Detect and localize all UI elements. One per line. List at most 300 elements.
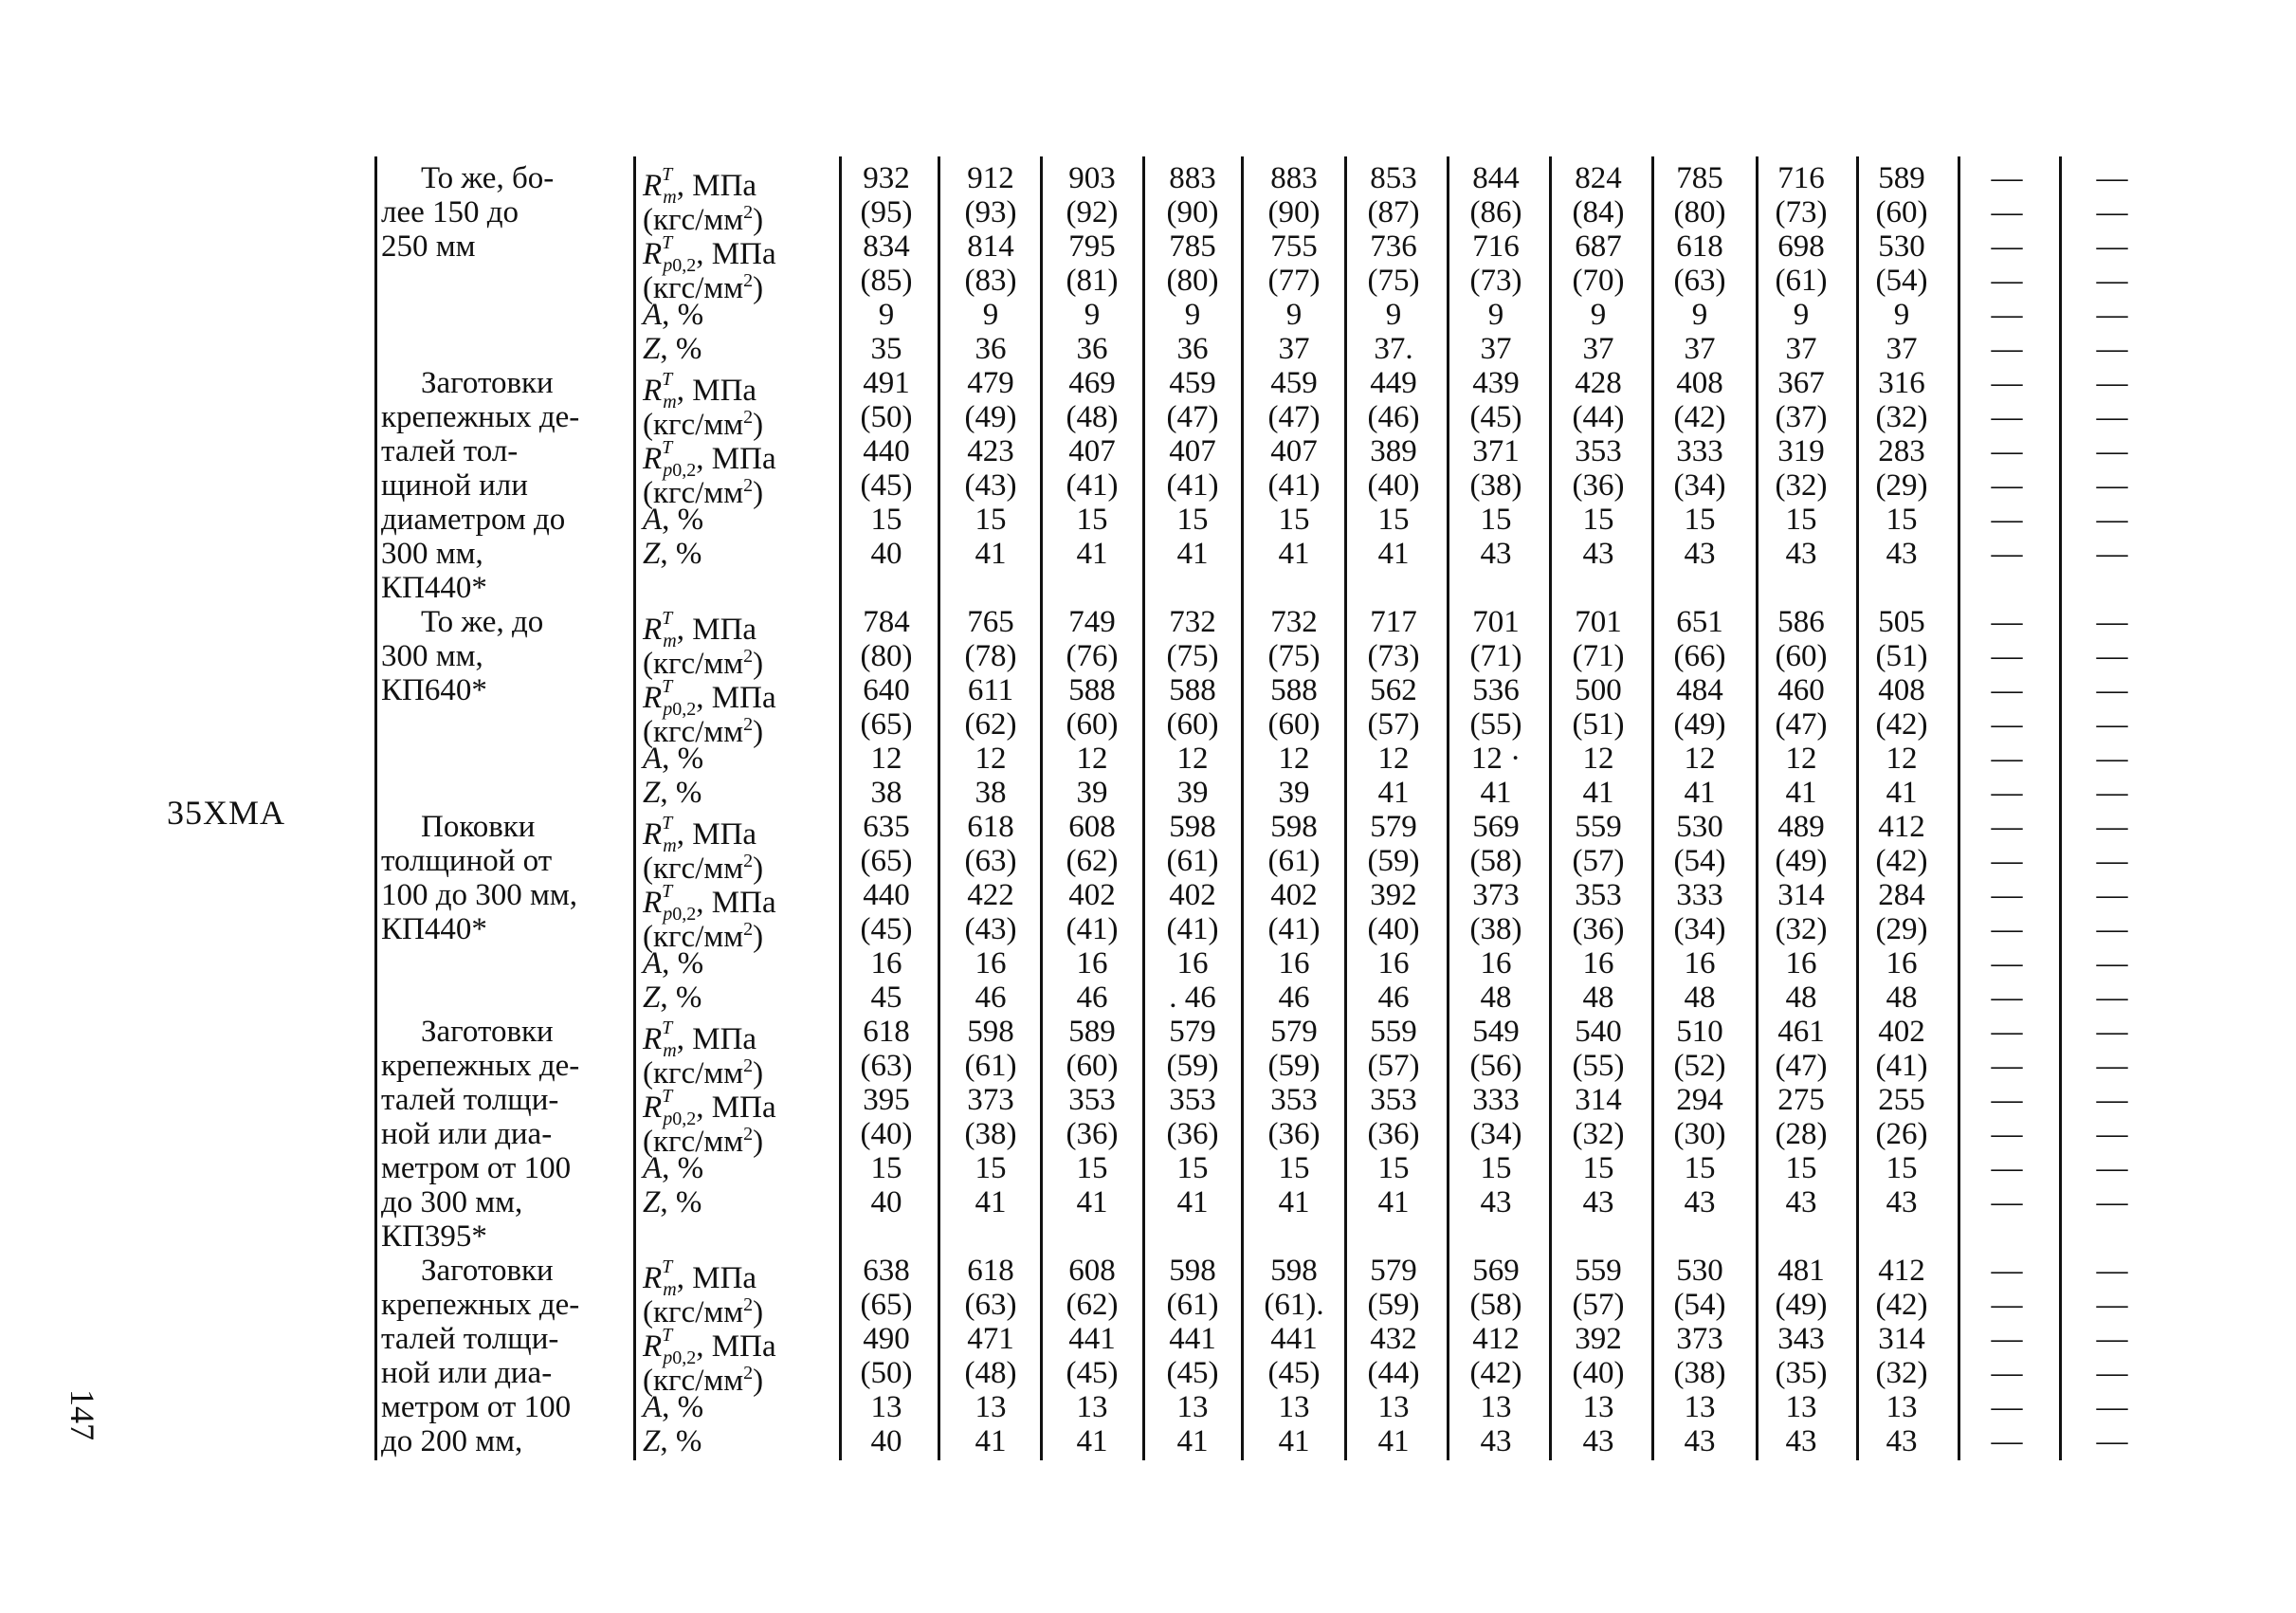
- table-cell: 440: [863, 434, 910, 468]
- empty-cell-dash: —: [2096, 1049, 2128, 1083]
- empty-cell-dash: —: [1991, 878, 2023, 912]
- table-cell: 785: [1676, 161, 1723, 195]
- empty-cell-dash: —: [1991, 639, 2023, 673]
- table-cell: (54): [1875, 264, 1928, 298]
- table-cell: (61): [964, 1049, 1017, 1083]
- table-cell: 853: [1370, 161, 1417, 195]
- table-cell: 716: [1777, 161, 1825, 195]
- table-cell: 15: [870, 1151, 902, 1185]
- table-cell: 48: [1582, 981, 1614, 1015]
- block-description: [381, 605, 620, 707]
- empty-cell-dash: —: [1991, 400, 2023, 434]
- empty-cell-dash: —: [1991, 1049, 2023, 1083]
- table-cell: 284: [1878, 878, 1925, 912]
- table-cell: (48): [964, 1356, 1017, 1390]
- description-line: крепежных де-: [381, 1288, 580, 1322]
- parameter-label: $(кгс/мм^2)$: [643, 475, 764, 510]
- table-cell: 12: [1684, 742, 1716, 776]
- description-line: КП395*: [381, 1219, 487, 1254]
- empty-cell-dash: —: [2096, 1356, 2128, 1390]
- empty-cell-dash: —: [2096, 1390, 2128, 1424]
- table-cell: (65): [860, 707, 913, 742]
- table-cell: 343: [1777, 1322, 1825, 1356]
- table-cell: (71): [1469, 639, 1522, 673]
- empty-cell-dash: —: [2096, 161, 2128, 195]
- table-cell: (51): [1875, 639, 1928, 673]
- parameter-label: $R^T_{p0,2}$, МПа: [643, 881, 776, 925]
- table-cell: 635: [863, 810, 910, 844]
- table-cell: 13: [1785, 1390, 1817, 1424]
- table-cell: 412: [1472, 1322, 1520, 1356]
- description-line: 300 мм,: [381, 537, 483, 571]
- empty-cell-dash: —: [1991, 1185, 2023, 1219]
- table-cell: 408: [1676, 366, 1723, 400]
- table-cell: 36: [975, 332, 1007, 366]
- table-cell: (62): [1066, 844, 1119, 878]
- table-cell: (60): [1267, 707, 1321, 742]
- table-cell: 41: [975, 1185, 1007, 1219]
- empty-cell-dash: —: [1991, 264, 2023, 298]
- table-cell: 588: [1068, 673, 1116, 707]
- table-cell: 37: [1886, 332, 1918, 366]
- table-cell: 353: [1068, 1083, 1116, 1117]
- description-line: ной или диа-: [381, 1117, 553, 1151]
- table-cell: 41: [1377, 1424, 1410, 1458]
- empty-cell-dash: —: [2096, 946, 2128, 981]
- table-cell: 43: [1886, 1185, 1918, 1219]
- parameter-label: $(кгс/мм^2)$: [643, 1294, 764, 1329]
- table-cell: 608: [1068, 1254, 1116, 1288]
- table-cell: (60): [1875, 195, 1928, 229]
- table-cell: (93): [964, 195, 1017, 229]
- table-cell: 12: [870, 742, 902, 776]
- table-cell: 395: [863, 1083, 910, 1117]
- table-cell: 373: [967, 1083, 1014, 1117]
- table-cell: (47): [1775, 707, 1828, 742]
- table-cell: 16: [870, 946, 902, 981]
- description-line: ной или диа-: [381, 1356, 553, 1390]
- table-cell: (37): [1775, 400, 1828, 434]
- table-cell: 562: [1370, 673, 1417, 707]
- table-cell: (60): [1066, 707, 1119, 742]
- table-cell: 353: [1169, 1083, 1216, 1117]
- table-cell: 41: [1176, 537, 1209, 571]
- table-cell: 9: [1893, 298, 1910, 332]
- table-cell: (63): [964, 844, 1017, 878]
- table-cell: (65): [860, 1288, 913, 1322]
- table-cell: 16: [1785, 946, 1817, 981]
- table-cell: 540: [1575, 1015, 1622, 1049]
- empty-cell-dash: —: [2096, 776, 2128, 810]
- table-cell: 598: [1270, 810, 1318, 844]
- table-cell: 579: [1169, 1015, 1216, 1049]
- table-cell: 9: [1385, 298, 1402, 332]
- table-cell: 13: [1278, 1390, 1310, 1424]
- table-cell: 459: [1169, 366, 1216, 400]
- table-cell: 9: [1793, 298, 1810, 332]
- table-cell: 40: [870, 537, 902, 571]
- table-cell: 912: [967, 161, 1014, 195]
- table-cell: 15: [1076, 503, 1108, 537]
- table-cell: 353: [1370, 1083, 1417, 1117]
- parameter-label: $R^T_{p0,2}$, МПа: [643, 676, 776, 720]
- description-line: Поковки: [421, 810, 536, 844]
- table-cell: (54): [1673, 1288, 1726, 1322]
- description-line: 300 мм,: [381, 639, 483, 673]
- table-cell: (85): [860, 264, 913, 298]
- empty-cell-dash: —: [2096, 707, 2128, 742]
- page-number: 147: [64, 1389, 101, 1440]
- table-cell: 314: [1878, 1322, 1925, 1356]
- table-cell: (40): [860, 1117, 913, 1151]
- table-cell: 16: [1377, 946, 1410, 981]
- table-cell: 586: [1777, 605, 1825, 639]
- table-cell: (35): [1775, 1356, 1828, 1390]
- table-cell: 48: [1886, 981, 1918, 1015]
- empty-cell-dash: —: [2096, 605, 2128, 639]
- table-cell: 41: [1278, 537, 1310, 571]
- table-cell: (75): [1267, 639, 1321, 673]
- table-cell: (41): [1267, 912, 1321, 946]
- table-cell: (62): [1066, 1288, 1119, 1322]
- table-cell: (57): [1367, 1049, 1420, 1083]
- table-cell: 589: [1068, 1015, 1116, 1049]
- empty-cell-dash: —: [2096, 195, 2128, 229]
- table-cell: 9: [982, 298, 999, 332]
- table-cell: (40): [1367, 912, 1420, 946]
- empty-cell-dash: —: [1991, 503, 2023, 537]
- table-cell: 588: [1169, 673, 1216, 707]
- table-cell: 9: [1285, 298, 1303, 332]
- table-cell: (38): [1469, 912, 1522, 946]
- parameter-label: Z, %: [643, 776, 702, 810]
- table-cell: (60): [1066, 1049, 1119, 1083]
- table-cell: (57): [1572, 1288, 1625, 1322]
- description-line: метром от 100: [381, 1390, 572, 1424]
- table-cell: 40: [870, 1185, 902, 1219]
- table-cell: (41): [1267, 468, 1321, 503]
- table-cell: 46: [975, 981, 1007, 1015]
- table-cell: (61): [1267, 844, 1321, 878]
- parameter-label: $R^T_m$, МПа: [643, 1256, 757, 1300]
- table-cell: 755: [1270, 229, 1318, 264]
- table-cell: 932: [863, 161, 910, 195]
- table-cell: 373: [1676, 1322, 1723, 1356]
- table-cell: 13: [1684, 1390, 1716, 1424]
- table-cell: 749: [1068, 605, 1116, 639]
- empty-cell-dash: —: [2096, 981, 2128, 1015]
- empty-cell-dash: —: [1991, 1151, 2023, 1185]
- description-line: щиной или: [381, 468, 528, 503]
- table-cell: 15: [1480, 1151, 1512, 1185]
- table-cell: (81): [1066, 264, 1119, 298]
- empty-cell-dash: —: [2096, 366, 2128, 400]
- table-cell: 39: [1176, 776, 1209, 810]
- table-cell: 373: [1472, 878, 1520, 912]
- description-line: до 300 мм,: [381, 1185, 523, 1219]
- table-cell: 41: [1176, 1185, 1209, 1219]
- empty-cell-dash: —: [2096, 298, 2128, 332]
- table-cell: 15: [1582, 503, 1614, 537]
- table-cell: 441: [1068, 1322, 1116, 1356]
- description-line: КП640*: [381, 673, 487, 707]
- table-cell: 43: [1785, 537, 1817, 571]
- table-cell: 598: [1169, 1254, 1216, 1288]
- table-cell: 35: [870, 332, 902, 366]
- table-cell: 41: [1377, 537, 1410, 571]
- empty-cell-dash: —: [1991, 673, 2023, 707]
- empty-cell-dash: —: [1991, 298, 2023, 332]
- table-cell: 824: [1575, 161, 1622, 195]
- parameter-label: $(кгс/мм^2)$: [643, 407, 764, 442]
- table-cell: 37.: [1374, 332, 1413, 366]
- table-cell: (58): [1469, 844, 1522, 878]
- table-cell: 449: [1370, 366, 1417, 400]
- empty-cell-dash: —: [1991, 468, 2023, 503]
- table-cell: 367: [1777, 366, 1825, 400]
- table-cell: 353: [1575, 434, 1622, 468]
- table-cell: (41): [1166, 468, 1219, 503]
- table-cell: (45): [1066, 1356, 1119, 1390]
- table-cell: (42): [1875, 844, 1928, 878]
- table-cell: 319: [1777, 434, 1825, 468]
- parameter-label: $R^T_m$, МПа: [643, 1017, 757, 1061]
- table-cell: (36): [1166, 1117, 1219, 1151]
- table-cell: 407: [1169, 434, 1216, 468]
- table-cell: 38: [870, 776, 902, 810]
- block-description: [381, 366, 620, 605]
- table-cell: 732: [1270, 605, 1318, 639]
- table-cell: 12: [1377, 742, 1410, 776]
- table-cell: (54): [1673, 844, 1726, 878]
- parameter-label: Z, %: [643, 1424, 702, 1458]
- parameter-label: Z, %: [643, 1185, 702, 1219]
- parameter-label: $(кгс/мм^2)$: [643, 270, 764, 305]
- table-cell: (28): [1775, 1117, 1828, 1151]
- table-cell: 579: [1370, 810, 1417, 844]
- table-cell: 12: [1278, 742, 1310, 776]
- column-rule: [2059, 156, 2062, 1460]
- table-cell: 716: [1472, 229, 1520, 264]
- table-cell: 701: [1575, 605, 1622, 639]
- block-description: [381, 161, 620, 264]
- table-cell: 41: [1278, 1185, 1310, 1219]
- table-cell: 43: [1886, 1424, 1918, 1458]
- table-cell: 48: [1785, 981, 1817, 1015]
- table-cell: (36): [1367, 1117, 1420, 1151]
- empty-cell-dash: —: [2096, 1015, 2128, 1049]
- table-cell: 428: [1575, 366, 1622, 400]
- empty-cell-dash: —: [1991, 195, 2023, 229]
- empty-cell-dash: —: [2096, 912, 2128, 946]
- table-cell: 41: [1582, 776, 1614, 810]
- description-line: диаметром до: [381, 503, 566, 537]
- empty-cell-dash: —: [1991, 742, 2023, 776]
- table-cell: 15: [1480, 503, 1512, 537]
- empty-cell-dash: —: [2096, 503, 2128, 537]
- table-cell: 43: [1684, 1185, 1716, 1219]
- table-cell: (76): [1066, 639, 1119, 673]
- table-cell: 15: [1377, 1151, 1410, 1185]
- table-cell: (61).: [1264, 1288, 1324, 1322]
- table-cell: 460: [1777, 673, 1825, 707]
- parameter-label: $(кгс/мм^2)$: [643, 646, 764, 681]
- table-cell: (40): [1367, 468, 1420, 503]
- table-cell: 15: [1684, 503, 1716, 537]
- table-cell: 41: [975, 537, 1007, 571]
- table-cell: (36): [1066, 1117, 1119, 1151]
- table-cell: (84): [1572, 195, 1625, 229]
- block-description: [381, 1015, 620, 1254]
- table-cell: 316: [1878, 366, 1925, 400]
- empty-cell-dash: —: [1991, 366, 2023, 400]
- empty-cell-dash: —: [2096, 229, 2128, 264]
- table-cell: 844: [1472, 161, 1520, 195]
- table-cell: (41): [1875, 1049, 1928, 1083]
- table-cell: 12: [1785, 742, 1817, 776]
- table-cell: 9: [1691, 298, 1708, 332]
- table-cell: (61): [1166, 844, 1219, 878]
- table-cell: 283: [1878, 434, 1925, 468]
- table-cell: 12 ·: [1470, 742, 1522, 776]
- table-cell: 479: [967, 366, 1014, 400]
- table-cell: 43: [1582, 537, 1614, 571]
- table-cell: 37: [1480, 332, 1512, 366]
- table-cell: 12: [1886, 742, 1918, 776]
- table-cell: 651: [1676, 605, 1723, 639]
- table-cell: 422: [967, 878, 1014, 912]
- table-cell: (75): [1367, 264, 1420, 298]
- table-cell: (36): [1572, 912, 1625, 946]
- column-rule: [1958, 156, 1960, 1460]
- table-cell: 45: [870, 981, 902, 1015]
- table-cell: 39: [1278, 776, 1310, 810]
- table-cell: (63): [964, 1288, 1017, 1322]
- table-cell: (38): [1469, 468, 1522, 503]
- table-cell: (90): [1166, 195, 1219, 229]
- empty-cell-dash: —: [2096, 1117, 2128, 1151]
- parameter-label: A, %: [643, 298, 704, 332]
- table-cell: 608: [1068, 810, 1116, 844]
- table-cell: 255: [1878, 1083, 1925, 1117]
- table-cell: (71): [1572, 639, 1625, 673]
- parameter-label: $R^T_m$, МПа: [643, 369, 757, 412]
- description-line: КП440*: [381, 912, 487, 946]
- table-cell: 314: [1777, 878, 1825, 912]
- table-cell: (29): [1875, 468, 1928, 503]
- table-cell: 36: [1076, 332, 1108, 366]
- table-cell: (29): [1875, 912, 1928, 946]
- table-cell: 618: [967, 1254, 1014, 1288]
- description-line: талей толщи-: [381, 1083, 559, 1117]
- table-cell: 41: [1278, 1424, 1310, 1458]
- empty-cell-dash: —: [1991, 1424, 2023, 1458]
- table-cell: 736: [1370, 229, 1417, 264]
- table-cell: 461: [1777, 1015, 1825, 1049]
- table-cell: (36): [1572, 468, 1625, 503]
- table-cell: 12: [975, 742, 1007, 776]
- table-cell: (34): [1673, 468, 1726, 503]
- parameter-label: $R^T_m$, МПа: [643, 813, 757, 856]
- table-cell: 439: [1472, 366, 1520, 400]
- table-cell: 16: [975, 946, 1007, 981]
- empty-cell-dash: —: [2096, 1322, 2128, 1356]
- table-cell: 41: [1076, 537, 1108, 571]
- parameter-label: Z, %: [643, 537, 702, 571]
- parameter-label: A, %: [643, 1390, 704, 1424]
- table-cell: 13: [1377, 1390, 1410, 1424]
- table-cell: 38: [975, 776, 1007, 810]
- table-cell: 579: [1370, 1254, 1417, 1288]
- table-cell: 402: [1169, 878, 1216, 912]
- table-cell: (49): [1775, 1288, 1828, 1322]
- empty-cell-dash: —: [1991, 229, 2023, 264]
- empty-cell-dash: —: [2096, 673, 2128, 707]
- table-cell: (42): [1673, 400, 1726, 434]
- table-cell: 569: [1472, 1254, 1520, 1288]
- table-cell: (40): [1572, 1356, 1625, 1390]
- table-cell: 598: [967, 1015, 1014, 1049]
- table-cell: 13: [870, 1390, 902, 1424]
- description-line: до 200 мм,: [381, 1424, 523, 1458]
- table-cell: 717: [1370, 605, 1417, 639]
- table-cell: (57): [1367, 707, 1420, 742]
- table-cell: (38): [1673, 1356, 1726, 1390]
- table-cell: 9: [1487, 298, 1504, 332]
- parameter-label: A, %: [643, 1151, 704, 1185]
- table-cell: 41: [1684, 776, 1716, 810]
- column-rule: [633, 156, 636, 1460]
- table-cell: 15: [1582, 1151, 1614, 1185]
- table-cell: (73): [1469, 264, 1522, 298]
- table-cell: (59): [1367, 1288, 1420, 1322]
- table-cell: 389: [1370, 434, 1417, 468]
- empty-cell-dash: —: [2096, 264, 2128, 298]
- empty-cell-dash: —: [1991, 605, 2023, 639]
- table-cell: 9: [1184, 298, 1201, 332]
- table-cell: 16: [1684, 946, 1716, 981]
- table-cell: 353: [1575, 878, 1622, 912]
- description-line: талей толщи-: [381, 1322, 559, 1356]
- table-cell: (49): [1775, 844, 1828, 878]
- table-cell: (66): [1673, 639, 1726, 673]
- table-cell: 15: [1176, 1151, 1209, 1185]
- table-cell: 598: [1270, 1254, 1318, 1288]
- table-cell: 333: [1676, 434, 1723, 468]
- table-cell: (34): [1469, 1117, 1522, 1151]
- table-cell: (32): [1875, 400, 1928, 434]
- empty-cell-dash: —: [1991, 1015, 2023, 1049]
- table-cell: (44): [1572, 400, 1625, 434]
- table-cell: 834: [863, 229, 910, 264]
- empty-cell-dash: —: [1991, 707, 2023, 742]
- table-cell: 48: [1480, 981, 1512, 1015]
- parameter-label: $R^T_m$, МПа: [643, 164, 757, 208]
- table-cell: (32): [1775, 912, 1828, 946]
- table-cell: 402: [1878, 1015, 1925, 1049]
- table-cell: 16: [1582, 946, 1614, 981]
- table-cell: 13: [1582, 1390, 1614, 1424]
- block-description: [381, 810, 620, 946]
- table-cell: (48): [1066, 400, 1119, 434]
- empty-cell-dash: —: [2096, 639, 2128, 673]
- table-cell: 441: [1270, 1322, 1318, 1356]
- table-cell: (51): [1572, 707, 1625, 742]
- table-cell: 43: [1480, 537, 1512, 571]
- table-cell: (77): [1267, 264, 1321, 298]
- table-cell: 39: [1076, 776, 1108, 810]
- table-cell: 41: [975, 1424, 1007, 1458]
